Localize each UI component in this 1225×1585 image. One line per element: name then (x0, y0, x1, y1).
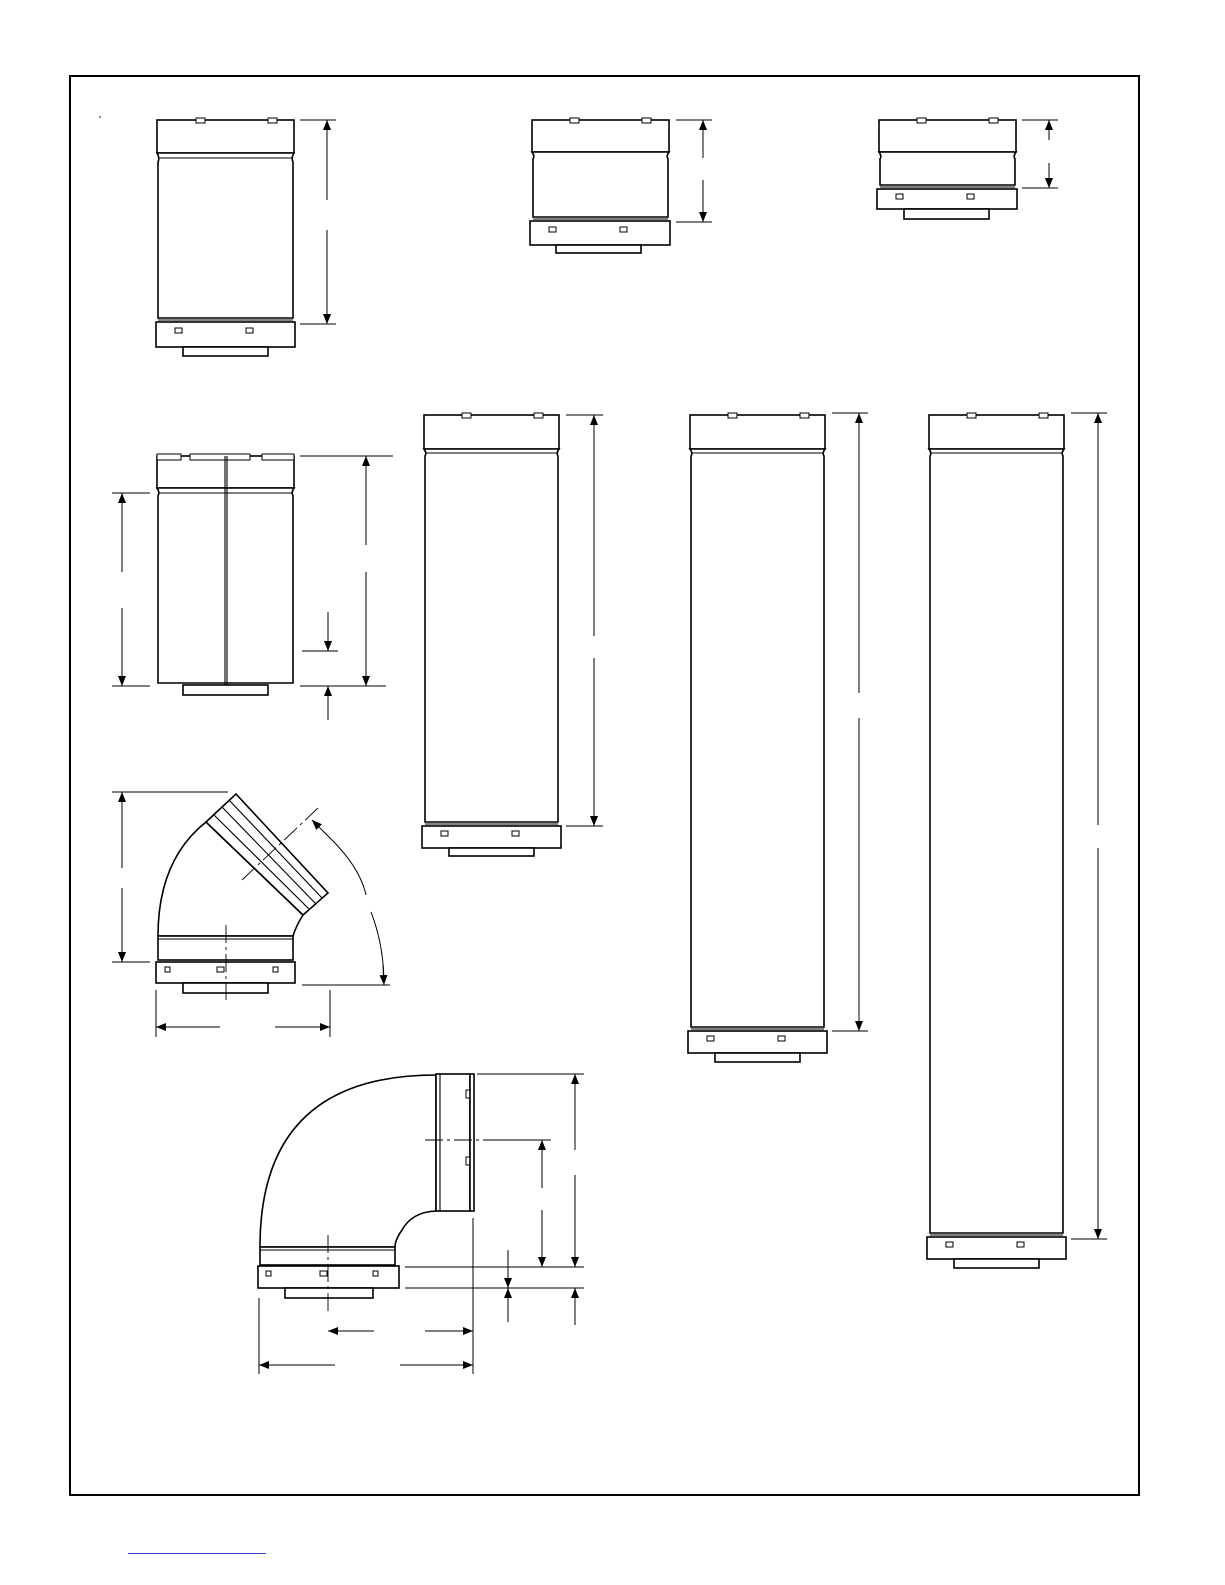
stray-dot (99, 116, 101, 118)
page-link-underline[interactable] (128, 1553, 266, 1554)
pipe-long-b (688, 413, 868, 1062)
elbow-45 (112, 792, 390, 1037)
elbow-90 (258, 1074, 584, 1374)
pipe-short-c (877, 118, 1058, 219)
pipe-long-a (422, 413, 603, 856)
pipe-long-c (927, 413, 1107, 1268)
pipe-short-a (156, 118, 336, 356)
pipe-adjustable (112, 454, 393, 720)
pipe-short-b (530, 118, 712, 253)
